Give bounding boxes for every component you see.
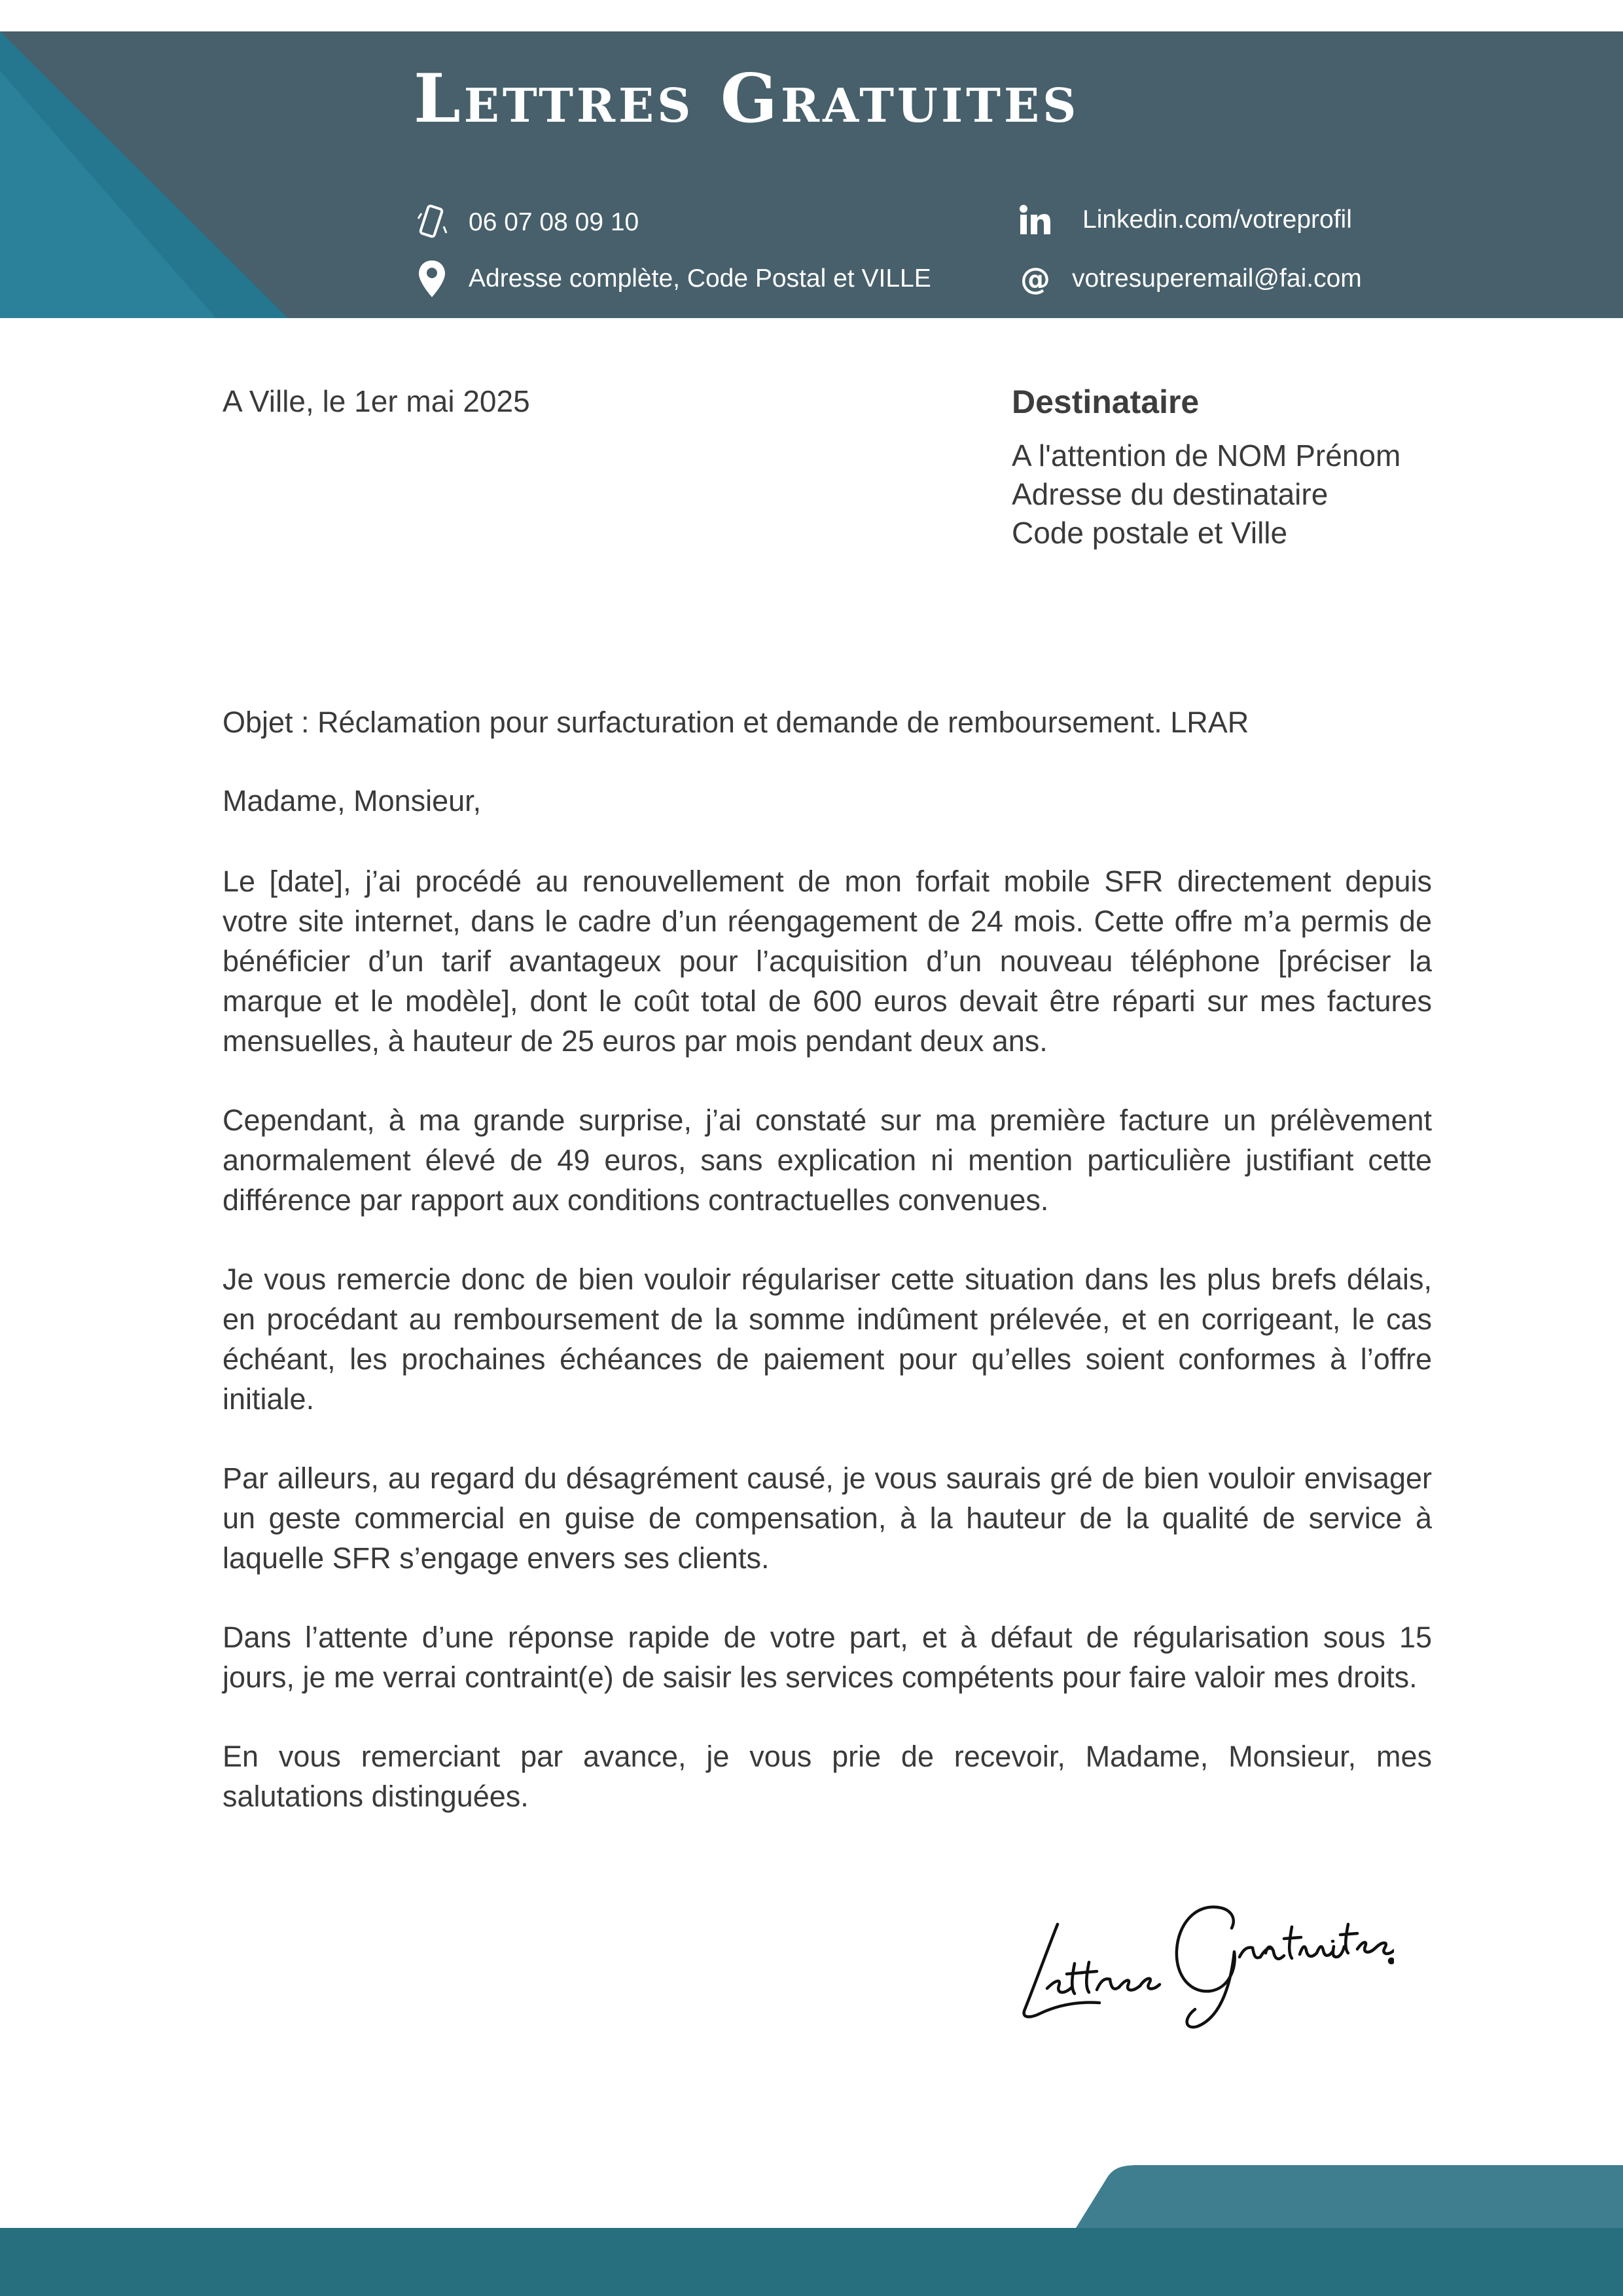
letter-subject: Objet : Réclamation pour surfacturation et demande de remboursement. LRAR bbox=[223, 706, 1249, 739]
header-triangle-decoration bbox=[0, 31, 301, 318]
contact-address bbox=[414, 259, 931, 298]
letter-date: A Ville, le 1er mai 2025 bbox=[223, 384, 530, 418]
header-band bbox=[0, 31, 1623, 318]
letter-greeting: Madame, Monsieur, bbox=[223, 784, 482, 817]
recipient-title: Destinataire bbox=[1012, 384, 1200, 420]
linkedin-url: Linkedin.com/votreprofil bbox=[1082, 206, 1352, 234]
brand-title: Lettres Gratuites bbox=[414, 60, 1080, 138]
recipient-city: Code postale et Ville bbox=[1012, 516, 1288, 550]
contact-phone bbox=[414, 203, 639, 242]
body-paragraph: Par ailleurs, au regard du désagrément causé, je vous saurais gré de bien vouloir envisager un geste commercial en guise de compensation, à la hauteur de la qualité de service à laquelle SFR s’engage envers ses clients. bbox=[223, 1462, 1432, 1575]
location-pin-icon bbox=[414, 259, 450, 298]
body-paragraph: Le [date], j’ai procédé au renouvellement de mon forfait mobile SFR directement depuis votre site internet, dans le cadre d’un réengagement de 24 mois. Cette offre m’a permis de bénéficier d’un tarif avantageux pour l’acquisition d’un nouveau téléphone [préciser la marque et le modèle], dont le coût total de 600 euros devait être réparti sur mes factures mensuelles, à hauteur de 25 euros par mois pendant deux ans. bbox=[223, 865, 1432, 1058]
phone-icon bbox=[414, 203, 450, 242]
footer-band bbox=[0, 2160, 1623, 2296]
body-paragraph: Cependant, à ma grande surprise, j’ai constaté sur ma première facture un prélèvement anormalement élevé de 49 euros, sans explication ni mention particulière justifiant cette différence par rapport aux conditions contractuelles convenues. bbox=[223, 1103, 1432, 1217]
postal-address: Adresse complète, Code Postal et VILLE bbox=[469, 264, 931, 293]
recipient-name: A l'attention de NOM Prénom bbox=[1012, 439, 1401, 473]
body-paragraph: En vous remerciant par avance, je vous prie de recevoir, Madame, Monsieur, mes salutations distinguées. bbox=[223, 1740, 1432, 1813]
recipient-address: Adresse du destinataire bbox=[1012, 477, 1329, 511]
contact-email bbox=[1017, 259, 1362, 298]
recipient-block bbox=[1012, 383, 1400, 552]
linkedin-icon bbox=[1017, 200, 1054, 240]
contact-linkedin bbox=[1017, 200, 1352, 240]
at-icon: @ bbox=[1020, 261, 1050, 296]
handwritten-signature bbox=[1001, 1878, 1394, 2036]
body-paragraph: Je vous remercie donc de bien vouloir régulariser cette situation dans les plus brefs délais, en procédant au remboursement de la somme indûment prélevée, et en corrigeant, le cas échéant, les prochaines échéances de paiement pour qu’elles soient conformes à l’offre initiale. bbox=[223, 1263, 1432, 1416]
phone-number: 06 07 08 09 10 bbox=[469, 208, 639, 236]
letter-body bbox=[223, 861, 1432, 1856]
body-paragraph: Dans l’attente d’une réponse rapide de votre part, et à défaut de régularisation sous 15 jours, je me verrai contraint(e) de saisir les services compétents pour faire valoir mes droits. bbox=[223, 1621, 1432, 1694]
email-address: votresuperemail@fai.com bbox=[1072, 264, 1362, 293]
